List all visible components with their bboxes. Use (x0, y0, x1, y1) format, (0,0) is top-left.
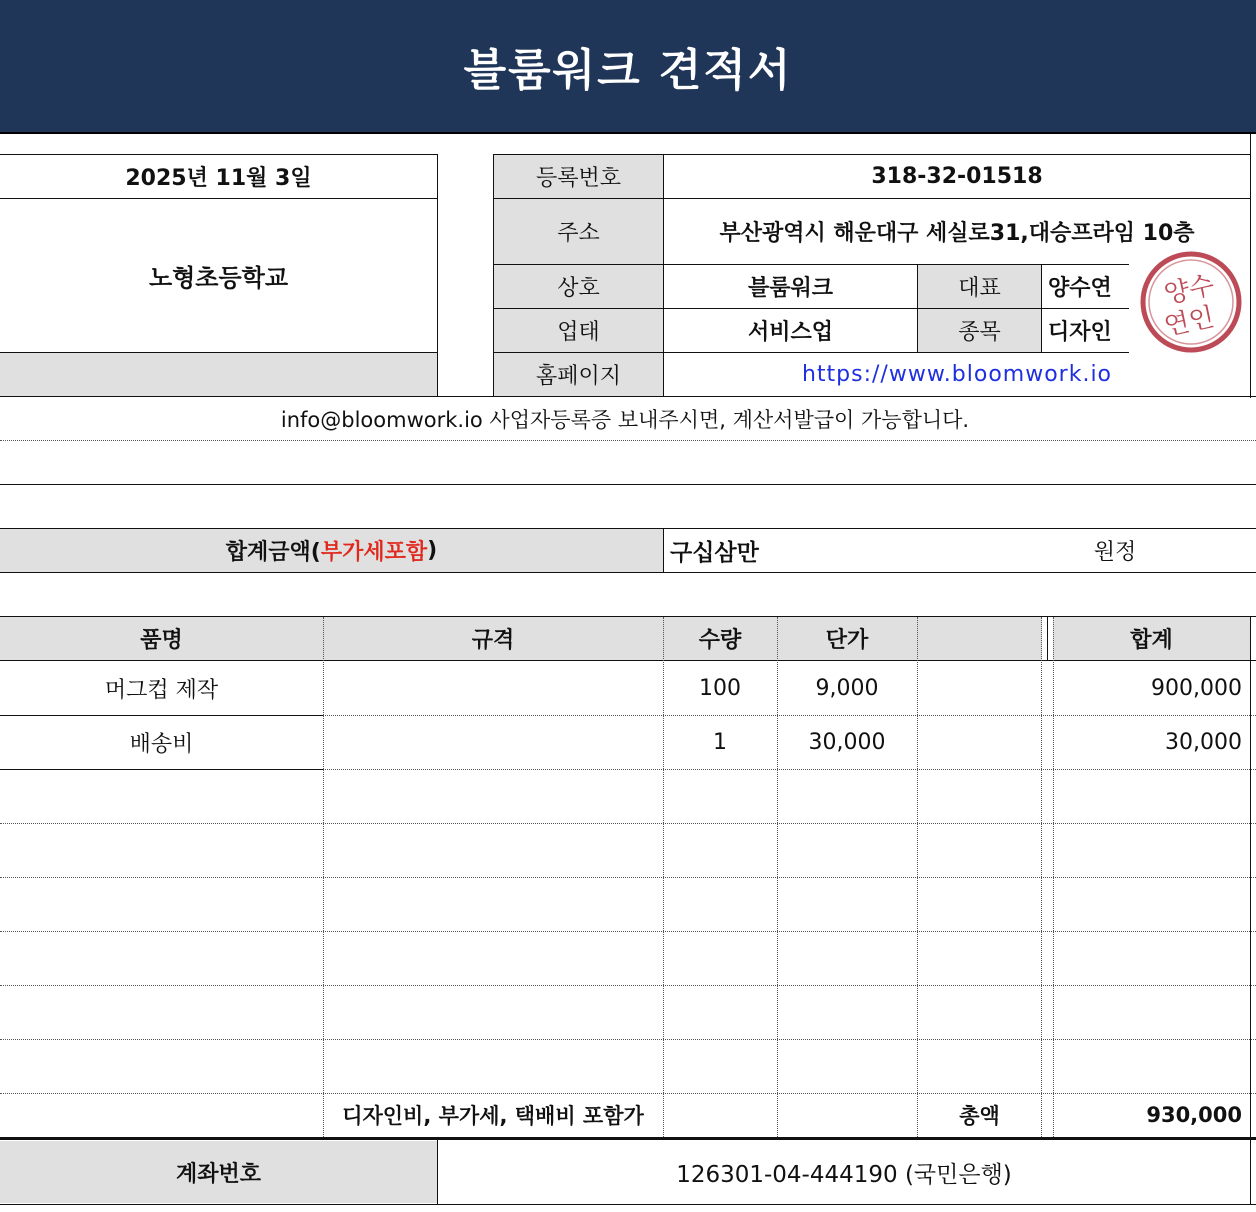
company-seal-stamp (1136, 246, 1246, 358)
homepage-link[interactable] (664, 353, 1250, 396)
client-name: 노형초등학교 (148, 263, 289, 292)
table-header-cell: 규격 (323, 617, 663, 660)
table-header-cell: 단가 (777, 617, 917, 660)
address-value: 부산광역시 해운대구 세실로31,대승프라임 10층 (719, 221, 1195, 246)
table-cell (917, 931, 1042, 985)
homepage-url[interactable]: https://www.bloomwork.io (801, 362, 1113, 387)
table-cell (1053, 823, 1250, 877)
table-cell (323, 1039, 663, 1093)
table-cell (777, 823, 917, 877)
table-cell (323, 715, 663, 769)
total-amount-label: 합계금액( 부가세포함 ) (0, 529, 663, 572)
divider (917, 617, 918, 1137)
table-cell (1053, 1039, 1250, 1093)
table-cell: 9,000 (815, 675, 879, 701)
table-cell: 100 (699, 675, 741, 701)
table-cell (777, 769, 917, 823)
total-amount-unit: 원정 (1093, 540, 1137, 565)
table-cell (323, 823, 663, 877)
divider (1047, 617, 1048, 660)
table-cell (777, 877, 917, 931)
divider (0, 572, 1256, 573)
divider (1250, 134, 1251, 398)
table-cell (323, 985, 663, 1039)
account-number: 126301-04-444190 (국민은행) (676, 1161, 1012, 1188)
table-cell (1053, 769, 1250, 823)
vat-included-note: 부가세포함 (320, 540, 428, 565)
address-label: 주소 (494, 199, 663, 264)
table-cell (0, 931, 323, 985)
table-cell (777, 1039, 917, 1093)
table-cell (777, 985, 917, 1039)
table-cell: 30,000 (1165, 729, 1242, 755)
divider (0, 484, 1256, 485)
table-cell (0, 769, 323, 823)
table-cell (1053, 877, 1250, 931)
table-cell: 900,000 (1151, 675, 1242, 701)
business-item-value: 디자인 (1048, 320, 1112, 345)
divider (1250, 1140, 1251, 1204)
table-cell (917, 715, 1042, 769)
table-cell (663, 931, 777, 985)
table-cell (323, 661, 663, 715)
table-header-cell: 합계 (1053, 617, 1250, 660)
table-header-cell: 품명 (0, 617, 323, 660)
divider (1053, 617, 1054, 1137)
table-header-cell (917, 617, 1042, 660)
table-cell (663, 1039, 777, 1093)
table-cell (1053, 985, 1250, 1039)
table-cell (323, 769, 663, 823)
table-footer-total-value: 930,000 (1146, 1103, 1242, 1127)
business-item-label: 종목 (918, 309, 1041, 352)
table-footer-total-label: 총액 (959, 1104, 1000, 1128)
divider (0, 1137, 1256, 1140)
company-name-label: 상호 (494, 265, 663, 308)
reg-number-label: 등록번호 (494, 155, 663, 198)
company-name-value: 블룸워크 (747, 276, 833, 301)
divider (0, 1204, 1256, 1205)
table-cell (323, 931, 663, 985)
table-cell (663, 769, 777, 823)
svg-text:연인: 연인 (1161, 302, 1218, 343)
table-cell (917, 1039, 1042, 1093)
business-type-value: 서비스업 (747, 320, 833, 345)
divider (1041, 617, 1042, 1137)
table-cell (663, 877, 777, 931)
divider (323, 617, 324, 1137)
table-cell (917, 769, 1042, 823)
divider (777, 617, 778, 1137)
table-header-cell: 수량 (663, 617, 777, 660)
table-cell (917, 985, 1042, 1039)
representative-label: 대표 (918, 265, 1041, 308)
table-cell (663, 823, 777, 877)
table-cell (0, 823, 323, 877)
account-label: 계좌번호 (0, 1141, 437, 1203)
table-footer-note: 디자인비, 부가세, 택배비 포함가 (342, 1104, 644, 1128)
table-cell (1053, 931, 1250, 985)
divider (663, 617, 664, 1137)
table-cell: 1 (713, 729, 727, 755)
table-cell (777, 931, 917, 985)
table-cell (323, 877, 663, 931)
reg-number-value: 318-32-01518 (871, 164, 1043, 189)
quote-title-banner (0, 0, 1256, 134)
table-cell (917, 823, 1042, 877)
invoice-notice: info@bloomwork.io 사업자등록증 보내주시면, 계산서발급이 가능합니다. (280, 407, 970, 432)
table-cell (0, 877, 323, 931)
homepage-label: 홈페이지 (494, 353, 663, 396)
table-cell: 배송비 (129, 731, 194, 757)
table-cell (0, 985, 323, 1039)
client-extra-cell (0, 353, 437, 396)
divider (1250, 617, 1251, 1137)
table-cell (917, 661, 1042, 715)
divider (437, 154, 438, 396)
table-cell: 30,000 (808, 729, 886, 755)
table-cell (663, 985, 777, 1039)
representative-value: 양수연 (1048, 276, 1112, 301)
divider (0, 440, 1256, 441)
total-amount-korean: 구십삼만 (670, 540, 759, 566)
quote-date: 2025년 11월 3일 (125, 165, 312, 191)
table-cell (0, 1039, 323, 1093)
svg-text:양수: 양수 (1161, 270, 1218, 311)
table-cell (917, 877, 1042, 931)
business-type-label: 업태 (494, 309, 663, 352)
table-cell: 머그컵 제작 (104, 677, 219, 703)
document-title: 블룸워크 견적서 (463, 45, 793, 96)
